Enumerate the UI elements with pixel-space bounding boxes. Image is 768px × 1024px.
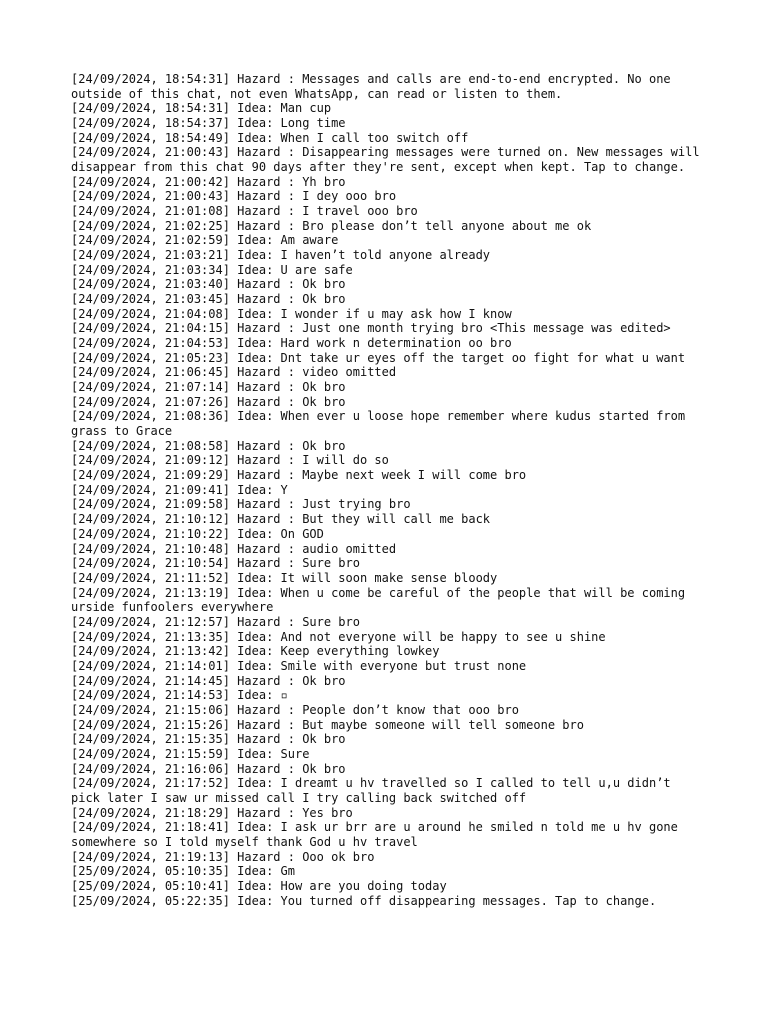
- chat-message-line: [24/09/2024, 21:15:35] Hazard : Ok bro: [71, 732, 346, 747]
- chat-message-line: [25/09/2024, 05:10:41] Idea: How are you doing today: [71, 878, 447, 893]
- chat-message-line: [24/09/2024, 21:13:19] Idea: When u come be careful of the people that will be coming urside funfoolers everywhere: [71, 585, 693, 615]
- chat-message-line: [24/09/2024, 21:08:58] Hazard : Ok bro: [71, 438, 346, 453]
- chat-message-line: [24/09/2024, 21:17:52] Idea: I dreamt u hv travelled so I called to tell u,u didn’t pick later I saw ur missed call I try calling back switched off: [71, 776, 678, 805]
- chat-message-line: [24/09/2024, 21:16:06] Hazard : Ok bro: [71, 761, 346, 776]
- chat-message-line: [24/09/2024, 18:54:37] Idea: Long time: [71, 116, 346, 131]
- chat-message-line: [24/09/2024, 21:10:48] Hazard : audio omitted: [71, 541, 397, 556]
- chat-message-line: [24/09/2024, 21:04:15] Hazard : Just one month trying bro <This message was edited>: [71, 321, 671, 336]
- chat-message-line: [25/09/2024, 05:22:35] Idea: You turned off disappearing messages. Tap to change.: [71, 893, 657, 908]
- chat-message-line: [24/09/2024, 21:09:58] Hazard : Just trying bro: [71, 497, 411, 512]
- chat-message-line: [25/09/2024, 05:10:35] Idea: Gm: [71, 864, 295, 879]
- chat-message-line: [24/09/2024, 21:13:35] Idea: And not everyone will be happy to see u shine: [71, 629, 606, 644]
- chat-message-line: [24/09/2024, 21:14:53] Idea: ▫: [71, 688, 288, 703]
- chat-message-line: [24/09/2024, 18:54:49] Idea: When I call too switch off: [71, 130, 469, 145]
- chat-message-line: [24/09/2024, 21:03:45] Hazard : Ok bro: [71, 292, 346, 307]
- chat-message-line: [24/09/2024, 21:00:43] Hazard : I dey ooo bro: [71, 189, 397, 204]
- chat-message-line: [24/09/2024, 21:10:54] Hazard : Sure bro: [71, 556, 360, 571]
- chat-message-line: [24/09/2024, 21:10:22] Idea: On GOD: [71, 526, 324, 541]
- chat-message-line: [24/09/2024, 21:14:01] Idea: Smile with everyone but trust none: [71, 658, 527, 673]
- chat-message-line: [24/09/2024, 21:08:36] Idea: When ever u loose hope remember where kudus started from grass to Grace: [71, 409, 693, 439]
- chat-message-line: [24/09/2024, 21:10:12] Hazard : But they will call me back: [71, 512, 491, 527]
- chat-message-line: [24/09/2024, 21:14:45] Hazard : Ok bro: [71, 673, 346, 688]
- chat-message-line: [24/09/2024, 21:07:26] Hazard : Ok bro: [71, 394, 346, 409]
- chat-message-line: [24/09/2024, 21:15:59] Idea: Sure: [71, 746, 310, 761]
- chat-message-line: [24/09/2024, 21:05:23] Idea: Dnt take ur eyes off the target oo fight for what u want: [71, 350, 686, 365]
- chat-message-line: [24/09/2024, 21:15:26] Hazard : But maybe someone will tell someone bro: [71, 717, 584, 732]
- chat-message-line: [24/09/2024, 21:12:57] Hazard : Sure bro: [71, 614, 360, 629]
- chat-message-line: [24/09/2024, 18:54:31] Idea: Man cup: [71, 101, 332, 116]
- chat-transcript: [71, 72, 707, 908]
- chat-message-line: [24/09/2024, 21:04:08] Idea: I wonder if u may ask how I know: [71, 306, 512, 321]
- chat-message-line: [24/09/2024, 21:11:52] Idea: It will soon make sense bloody: [71, 570, 498, 585]
- chat-message-line: [24/09/2024, 21:09:41] Idea: Y: [71, 482, 288, 497]
- chat-message-line: [24/09/2024, 21:04:53] Idea: Hard work n determination oo bro: [71, 336, 512, 351]
- chat-message-line: [24/09/2024, 21:03:21] Idea: I haven’t told anyone already: [71, 248, 491, 263]
- chat-message-line: [24/09/2024, 21:15:06] Hazard : People don’t know that ooo bro: [71, 702, 519, 717]
- chat-message-line: [24/09/2024, 21:03:40] Hazard : Ok bro: [71, 277, 346, 292]
- chat-message-line: [24/09/2024, 21:00:43] Hazard : Disappearing messages were turned on. New messages will disappear from this chat 90 days after they're sent, except when kept. Tap to change.: [71, 145, 707, 175]
- chat-message-line: [24/09/2024, 21:03:34] Idea: U are safe: [71, 262, 353, 277]
- chat-message-line: [24/09/2024, 21:02:59] Idea: Am aware: [71, 233, 339, 248]
- chat-message-line: [24/09/2024, 21:13:42] Idea: Keep everything lowkey: [71, 644, 440, 659]
- chat-message-line: [24/09/2024, 21:09:12] Hazard : I will do so: [71, 453, 389, 468]
- chat-message-line: [24/09/2024, 21:07:14] Hazard : Ok bro: [71, 380, 346, 395]
- chat-message-line: [24/09/2024, 21:19:13] Hazard : Ooo ok bro: [71, 849, 375, 864]
- chat-message-line: [24/09/2024, 21:18:29] Hazard : Yes bro: [71, 805, 353, 820]
- chat-message-line: [24/09/2024, 21:09:29] Hazard : Maybe next week I will come bro: [71, 468, 527, 483]
- chat-message-line: [24/09/2024, 18:54:31] Hazard : Messages and calls are end-to-end encrypted. No one outside of this chat, not even WhatsApp, can read or listen to them.: [71, 72, 678, 101]
- chat-message-line: [24/09/2024, 21:01:08] Hazard : I travel ooo bro: [71, 204, 418, 219]
- chat-message-line: [24/09/2024, 21:02:25] Hazard : Bro please don’t tell anyone about me ok: [71, 218, 592, 233]
- chat-message-line: [24/09/2024, 21:00:42] Hazard : Yh bro: [71, 174, 346, 189]
- chat-message-line: [24/09/2024, 21:18:41] Idea: I ask ur brr are u around he smiled n told me u hv gone somewhere so I told myself thank God u hv travel: [71, 820, 686, 849]
- chat-message-line: [24/09/2024, 21:06:45] Hazard : video omitted: [71, 365, 397, 380]
